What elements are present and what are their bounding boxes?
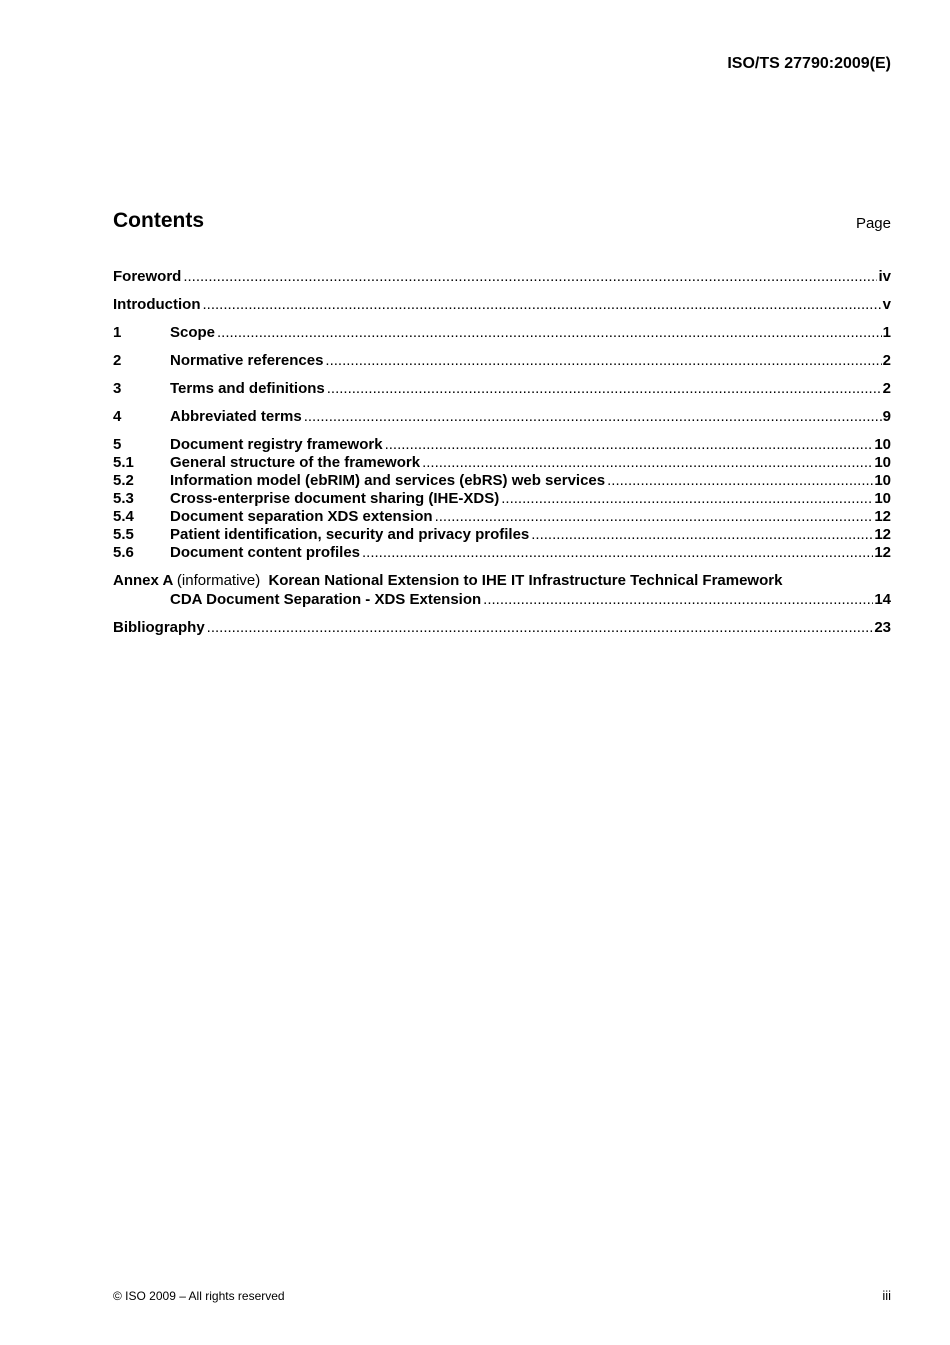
toc-entry-title: Document separation XDS extension [170,508,433,525]
toc-entry-information-model[interactable] [113,472,891,490]
toc-dot-leader [304,408,882,426]
toc-dot-leader [207,619,874,637]
toc-entry-number: 5.4 [113,508,134,525]
toc-entry-cross-enterprise[interactable] [113,490,891,508]
toc-entry-number: 2 [113,352,122,369]
toc-entry-document-content-profiles[interactable] [113,544,891,562]
toc-dot-leader [422,454,873,472]
toc-entry-title: Bibliography [113,619,205,636]
toc-entry-title: Document content profiles [170,544,361,561]
toc-dot-leader [501,490,873,508]
toc-dot-leader [217,324,882,342]
toc-entry-page: 23 [874,619,891,636]
toc-entry-page: 2 [882,352,891,369]
toc-entry-document-registry-framework[interactable] [113,436,891,454]
toc-entry-foreword[interactable] [113,268,891,286]
toc-dot-leader [385,436,874,454]
toc-entry-title: Scope [170,324,216,341]
toc-dot-leader [183,268,877,286]
annex-title-line1: Korean National Extension to IHE IT Infrastructure Technical Framework [268,572,783,589]
toc-entry-number: 5 [113,436,122,453]
toc-entry-title: Cross-enterprise document sharing (IHE-XDS) [170,490,500,507]
toc-entry-number: 4 [113,408,122,425]
toc-entry-terms-definitions[interactable] [113,380,891,398]
toc-entry-abbreviated-terms[interactable] [113,408,891,426]
toc-entry-general-structure[interactable] [113,454,891,472]
annex-title-line2: CDA Document Separation - XDS Extension [170,591,482,608]
toc-entry-annex-a[interactable] [113,572,891,590]
document-id-header: ISO/TS 27790:2009(E) [727,55,891,72]
toc-entry-title: Document registry framework [170,436,383,453]
toc-entry-title: General structure of the framework [170,454,421,471]
toc-entry-page: 10 [874,436,891,453]
toc-entry-title: Terms and definitions [170,380,325,397]
toc-entry-title: Foreword [113,268,182,285]
toc-entry-page: 10 [874,472,891,489]
toc-entry-page: 2 [882,380,891,397]
table-of-contents [113,268,891,637]
toc-entry-introduction[interactable] [113,296,891,314]
toc-entry-number: 5.6 [113,544,134,561]
toc-entry-number: 5.1 [113,454,134,471]
toc-entry-page: iv [878,268,891,285]
toc-dot-leader [362,544,873,562]
toc-entry-title: Introduction [113,296,201,313]
toc-dot-leader [202,296,881,314]
annex-label: Annex A [113,572,173,589]
toc-entry-document-separation[interactable] [113,508,891,526]
toc-entry-title: Abbreviated terms [170,408,302,425]
toc-entry-page: 12 [874,526,891,543]
annex-type: (informative) [176,572,261,589]
toc-entry-page: 14 [874,591,891,608]
toc-entry-page: 12 [874,508,891,525]
toc-entry-title: Normative references [170,352,324,369]
toc-entry-number: 5.5 [113,526,134,543]
toc-entry-number: 1 [113,324,122,341]
toc-entry-title: Information model (ebRIM) and services (ebRS) web services [170,472,606,489]
toc-entry-annex-a-continued[interactable] [113,591,891,609]
copyright-notice: © ISO 2009 – All rights reserved [113,1289,285,1303]
toc-entry-page: 1 [882,324,891,341]
page-number: iii [882,1288,891,1303]
toc-entry-normative-references[interactable] [113,352,891,370]
toc-dot-leader [607,472,873,490]
toc-entry-title: Patient identification, security and privacy profiles [170,526,530,543]
toc-entry-bibliography[interactable] [113,619,891,637]
toc-dot-leader [327,380,882,398]
page-column-label: Page [855,215,891,232]
toc-dot-leader [531,526,873,544]
toc-entry-number: 5.3 [113,490,134,507]
toc-entry-page: v [882,296,891,313]
toc-entry-number: 5.2 [113,472,134,489]
toc-dot-leader [483,591,873,609]
toc-entry-page: 12 [874,544,891,561]
toc-dot-leader [435,508,874,526]
toc-entry-page: 9 [882,408,891,425]
toc-entry-patient-identification[interactable] [113,526,891,544]
toc-dot-leader [325,352,881,370]
contents-heading: Contents [113,209,204,232]
toc-entry-page: 10 [874,454,891,471]
toc-entry-scope[interactable] [113,324,891,342]
toc-entry-number: 3 [113,380,122,397]
toc-entry-page: 10 [874,490,891,507]
